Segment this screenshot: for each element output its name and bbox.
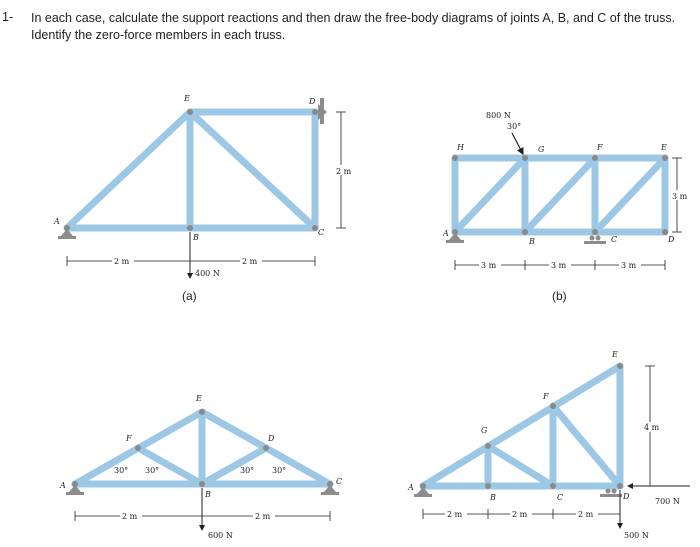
truss-d-load-2: 500 N xyxy=(624,531,649,540)
truss-c-joint-b: B xyxy=(205,490,211,499)
truss-b-dim-4: 3 m xyxy=(672,192,688,201)
truss-b-joint-g: G xyxy=(538,145,545,154)
truss-d-members xyxy=(423,366,620,486)
truss-a-members xyxy=(67,112,315,228)
truss-a-joint-d: D xyxy=(309,97,316,106)
truss-c-joint-f: F xyxy=(126,434,132,443)
truss-b-joint-b: B xyxy=(529,237,535,246)
problem-number: 1- xyxy=(2,10,14,24)
truss-b-joint-h: H xyxy=(457,143,464,152)
truss-c-angle-1: 30° xyxy=(114,466,129,475)
truss-d-support-d xyxy=(606,489,611,494)
truss-a xyxy=(53,94,356,303)
truss-d-dim-4: 4 m xyxy=(644,423,660,432)
truss-b-joint-f: F xyxy=(597,143,603,152)
truss-b-dim-3: 3 m xyxy=(621,261,637,270)
truss-d-joint-f: F xyxy=(543,392,549,401)
truss-c-angle-4: 30° xyxy=(272,466,287,475)
truss-b-support-c xyxy=(590,236,595,241)
truss-a-dim-1: 2 m xyxy=(114,257,130,266)
truss-c-joint-c: C xyxy=(336,477,343,486)
truss-c-angle-3: 30° xyxy=(240,466,255,475)
truss-b-load-arrow xyxy=(512,133,523,154)
truss-b-dim-1: 3 m xyxy=(481,261,497,270)
truss-d-joint-c: C xyxy=(557,493,564,502)
truss-a-caption: (a) xyxy=(182,289,197,303)
truss-b xyxy=(442,111,690,303)
truss-d-dim-3: 2 m xyxy=(578,510,594,519)
truss-d-dim-2: 2 m xyxy=(512,510,528,519)
truss-d-dim-1: 2 m xyxy=(447,510,463,519)
truss-a-joint-e: E xyxy=(184,94,190,103)
truss-a-joint-a: A xyxy=(54,217,60,226)
truss-c-joint-e: E xyxy=(196,394,202,403)
truss-c-joint-d: D xyxy=(268,434,275,443)
truss-a-load: 400 N xyxy=(195,269,220,278)
truss-b-joint-e: E xyxy=(661,143,667,152)
truss-b-load-angle: 30° xyxy=(507,122,522,131)
truss-b-joint-c: C xyxy=(611,235,618,244)
truss-b-joint-a: A xyxy=(443,229,449,238)
truss-d xyxy=(407,350,690,540)
truss-c-dim-1: 2 m xyxy=(122,512,138,521)
truss-d-load-1: 700 N xyxy=(655,497,680,506)
truss-a-joint-b: B xyxy=(193,233,199,242)
truss-d-joint-g: G xyxy=(481,426,488,435)
truss-d-joint-b: B xyxy=(490,493,496,502)
truss-b-dim-2: 3 m xyxy=(551,261,567,270)
truss-a-dim-3: 2 m xyxy=(336,167,352,176)
truss-a-joint-c: C xyxy=(318,228,325,237)
truss-d-joint-a: A xyxy=(408,483,414,492)
truss-c-dim-2: 2 m xyxy=(255,512,271,521)
truss-c-angle-2: 30° xyxy=(145,466,160,475)
truss-c xyxy=(59,394,342,540)
truss-c-joint-a: A xyxy=(60,481,66,490)
truss-a-dim-2: 2 m xyxy=(242,257,258,266)
truss-b-members xyxy=(455,158,665,232)
truss-b-joint-d: D xyxy=(668,235,675,244)
truss-d-joint-e: E xyxy=(612,350,618,359)
problem-text: In each case, calculate the support reactions and then draw the free-body diagrams of joints A, B, and C of the truss. Identify the zero-force members in each truss. xyxy=(31,11,676,42)
truss-d-joint-d: D xyxy=(623,492,630,501)
truss-b-caption: (b) xyxy=(552,289,567,303)
truss-b-load: 800 N xyxy=(486,111,511,120)
truss-c-load: 600 N xyxy=(208,531,233,540)
